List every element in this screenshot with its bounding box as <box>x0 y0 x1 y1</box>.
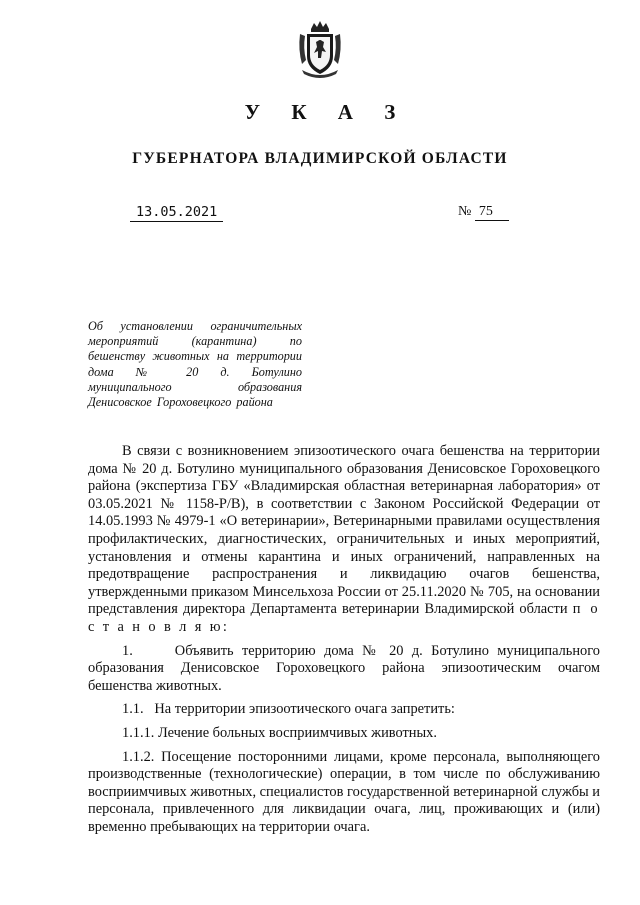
document-subject: Об установлении ограничительных мероприятий (карантина) по бешенству животных на территории дома № 20 д. Ботулино муниципального образования Денисовское Гороховецкого района <box>88 319 302 410</box>
coat-of-arms-emblem <box>296 20 344 80</box>
document-date: 13.05.2021 <box>130 204 223 222</box>
item-1-1-1: 1.1.1. Лечение больных восприимчивых животных. <box>122 724 437 741</box>
document-title: У К А З <box>244 100 409 124</box>
number-sign: № <box>458 204 472 219</box>
document-number <box>458 204 509 221</box>
item-1-1-2: 1.1.2. Посещение посторонними лицами, кроме персонала, выполняющего производственные (технологические) операции, в том числе по обслуживанию восприимчивых животных, специалистов государственной ветеринарной службы и персонала, привлеченного для ликвидации очага, лиц, проживающих и (или) временно пребывающих на территории очага. <box>88 748 600 835</box>
decree-word: п о с т а н о в л я ю: <box>88 601 600 635</box>
item-1: 1. Объявить территорию дома № 20 д. Ботулино муниципального образования Денисовское Гороховецкого района эпизоотическим очагом бешенства животных. <box>88 642 600 694</box>
preamble-paragraph <box>88 443 600 637</box>
item-1-1: 1.1. На территории эпизоотического очага запретить: <box>122 701 455 718</box>
document-body <box>88 443 600 836</box>
preamble-text: В связи с возникновением эпизоотического очага бешенства на территории дома № 20 д. Ботулино муниципального образования Денисовское Гороховецкого района (экспертиза ГБУ «Владимирская областная ветеринарная лаборатория» от 03.05.2021 № 1158-Р/В), в соответствии с Законом Российской Федерации от 14.05.1993 № 4979-1 «О ветеринарии», Ветеринарными правилами осуществления профилактических, диагностических, ограничительных и иных мероприятий, установления и отмены карантина и иных ограничений, направленных на предотвращение распространения и ликвидацию очагов бешенства, утвержденными приказом Минсельхоза России от 25.11.2020 № 705, на основании представления директора Департамента ветеринарии Владимирской области <box>88 443 600 618</box>
document-issuer: ГУБЕРНАТОРА ВЛАДИМИРСКОЙ ОБЛАСТИ <box>132 150 508 167</box>
number-value: 75 <box>475 204 509 221</box>
